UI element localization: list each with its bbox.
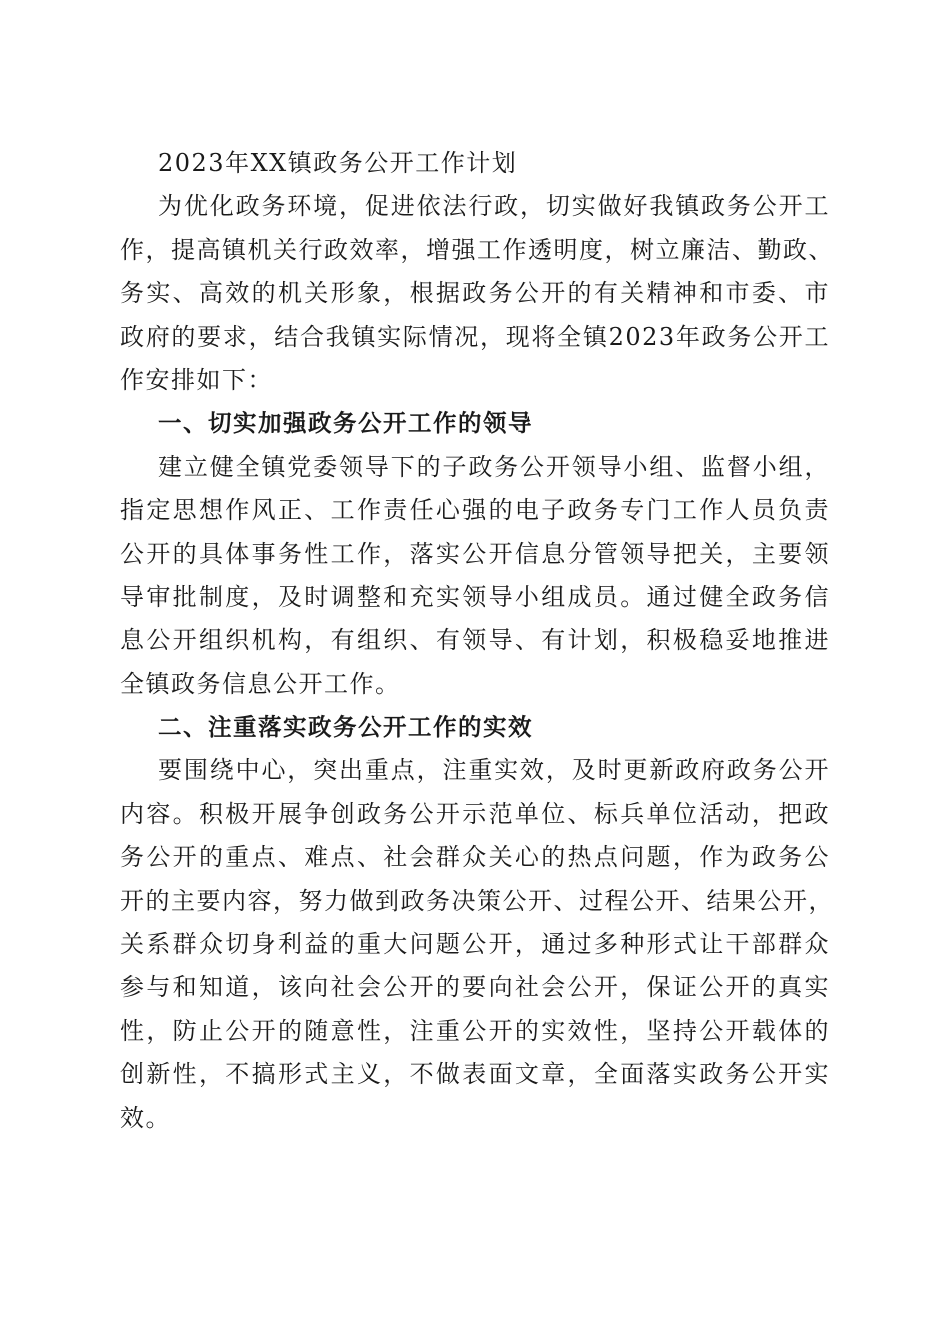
section-1-paragraph bbox=[120, 446, 830, 706]
paragraph-line: 务公开的重点、难点、社会群众关心的热点问题，作为政务公 bbox=[120, 843, 830, 872]
paragraph-line: 效。 bbox=[120, 1103, 171, 1132]
paragraph-line: 创新性，不搞形式主义，不做表面文章，全面落实政务公开实 bbox=[120, 1060, 830, 1089]
paragraph-line: 建立健全镇党委领导下的子政务公开领导小组、监督小组， bbox=[158, 452, 830, 481]
paragraph-line: 导审批制度，及时调整和充实领导小组成员。通过健全政务信 bbox=[120, 582, 830, 611]
paragraph-line: 性，防止公开的随意性，注重公开的实效性，坚持公开载体的 bbox=[120, 1016, 830, 1045]
paragraph-line: 关系群众切身利益的重大问题公开，通过多种形式让干部群众 bbox=[120, 930, 830, 959]
paragraph-line: 公开的具体事务性工作，落实公开信息分管领导把关，主要领 bbox=[120, 539, 830, 568]
section-heading-2: 二、注重落实政务公开工作的实效 bbox=[158, 713, 533, 742]
paragraph-line: 为优化政务环境，促进依法行政，切实做好我镇政务公开工 bbox=[158, 192, 830, 221]
paragraph-line: 作安排如下： bbox=[120, 365, 273, 394]
document-body bbox=[120, 142, 834, 1140]
paragraph-line: 息公开组织机构，有组织、有领导、有计划，积极稳妥地推进 bbox=[120, 626, 830, 655]
paragraph-line: 参与和知道，该向社会公开的要向社会公开，保证公开的真实 bbox=[120, 973, 830, 1002]
section-heading-1: 一、切实加强政务公开工作的领导 bbox=[158, 409, 533, 438]
section-2-paragraph bbox=[120, 749, 834, 1140]
intro-paragraph bbox=[120, 185, 834, 402]
paragraph-line: 要围绕中心，突出重点，注重实效，及时更新政府政务公开 bbox=[158, 756, 830, 785]
paragraph-line: 开的主要内容，努力做到政务决策公开、过程公开、结果公开， bbox=[120, 886, 834, 915]
paragraph-line: 作，提高镇机关行政效率，增强工作透明度，树立廉洁、勤政、 bbox=[120, 235, 834, 264]
paragraph-line: 政府的要求，结合我镇实际情况，现将全镇2023年政务公开工 bbox=[120, 322, 830, 351]
paragraph-line: 全镇政务信息公开工作。 bbox=[120, 669, 401, 698]
paragraph-line: 务实、高效的机关形象，根据政务公开的有关精神和市委、市 bbox=[120, 279, 830, 308]
paragraph-line: 内容。积极开展争创政务公开示范单位、标兵单位活动，把政 bbox=[120, 799, 830, 828]
paragraph-line: 指定思想作风正、工作责任心强的电子政务专门工作人员负责 bbox=[120, 496, 830, 525]
document-title: 2023年XX镇政务公开工作计划 bbox=[158, 149, 518, 177]
